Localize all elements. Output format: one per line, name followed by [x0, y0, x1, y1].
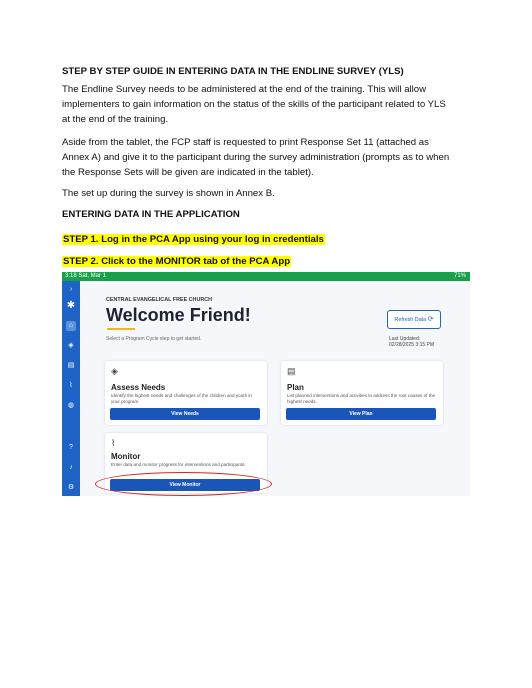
card-title: Assess Needs: [111, 383, 166, 392]
card-title: Plan: [287, 383, 304, 392]
chevron-right-icon[interactable]: ›: [69, 286, 73, 293]
refresh-icon: ⟳: [427, 316, 434, 323]
clipboard-icon: ▤: [287, 366, 296, 376]
help-icon[interactable]: ?: [69, 444, 73, 451]
view-monitor-button[interactable]: View Monitor: [110, 479, 260, 491]
card-description: Identify the highest needs and challenges of the children and youth in your program.: [111, 393, 252, 404]
app-logo-icon: ✱: [66, 300, 76, 311]
para2-line: Annex A) and give it to the participant during the survey administration (prompts as to when: [62, 152, 450, 163]
side-nav-rail: [62, 281, 80, 496]
title-underline: [107, 328, 135, 330]
welcome-subtitle: Select a Program Cycle step to get started.: [106, 336, 202, 342]
card-description: List planned interventions and activities to address the root causes of the highest needs.: [287, 393, 436, 404]
card-description: Enter data and monitor progress for interventions and participants.: [111, 462, 246, 467]
last-updated-label: Last Updated:: [389, 336, 421, 342]
step-1-highlight: STEP 1. Log in the PCA App using your log in credentials: [63, 234, 324, 245]
last-updated-value: 02/28/2025 3:15 PM: [389, 342, 435, 348]
home-icon[interactable]: ⌂: [66, 321, 76, 331]
bulb-icon[interactable]: ◍: [67, 402, 75, 409]
step-2-highlight: STEP 2. Click to the MONITOR tab of the PCA App: [63, 256, 291, 267]
view-needs-button[interactable]: View Needs: [110, 408, 260, 420]
chart-icon: ⌇: [111, 438, 116, 448]
highlight-circle: [95, 472, 272, 496]
bell-icon[interactable]: ♪: [69, 464, 73, 471]
card-plan: [281, 361, 443, 425]
paragraph-endline-survey: [62, 82, 446, 127]
card-assess-needs: [105, 361, 267, 425]
para2-line: the Response Sets will be given are indicated in the tablet).: [62, 167, 314, 178]
para2-line: Aside from the tablet, the FCP staff is requested to print Response Set 11 (attached as: [62, 137, 429, 148]
layers-icon: ◈: [111, 366, 118, 376]
battery-level: 71%: [453, 273, 466, 279]
clipboard-icon[interactable]: ▤: [67, 362, 75, 369]
settings-icon[interactable]: ⚙: [67, 484, 75, 491]
welcome-title: Welcome Friend!: [106, 305, 251, 325]
paragraph-setup: The set up during the survey is shown in Annex B.: [62, 188, 275, 199]
tablet-screenshot: [62, 272, 470, 496]
card-title: Monitor: [111, 452, 141, 461]
status-time: 3:18 Sat, Mar 1: [65, 273, 107, 279]
para1-line: The Endline Survey needs to be administered at the end of the training. This will allow: [62, 84, 427, 95]
para1-line: at the end of the training.: [62, 114, 169, 125]
paragraph-response-set: [62, 135, 449, 180]
status-bar: [62, 272, 470, 281]
document-heading: STEP BY STEP GUIDE IN ENTERING DATA IN THE ENDLINE SURVEY (YLS): [62, 66, 404, 77]
church-name: CENTRAL EVANGELICAL FREE CHURCH: [106, 297, 213, 303]
chart-icon[interactable]: ⌇: [69, 382, 73, 389]
para1-line: implementers to gain information on the status of the skills of the participant related to YLS: [62, 99, 446, 110]
view-plan-button[interactable]: View Plan: [286, 408, 436, 420]
section-heading: ENTERING DATA IN THE APPLICATION: [62, 209, 240, 220]
home-screen: [80, 281, 470, 496]
refresh-label: Refresh Data: [394, 317, 427, 323]
refresh-data-button[interactable]: [387, 310, 441, 329]
layers-icon[interactable]: ◈: [68, 342, 74, 349]
